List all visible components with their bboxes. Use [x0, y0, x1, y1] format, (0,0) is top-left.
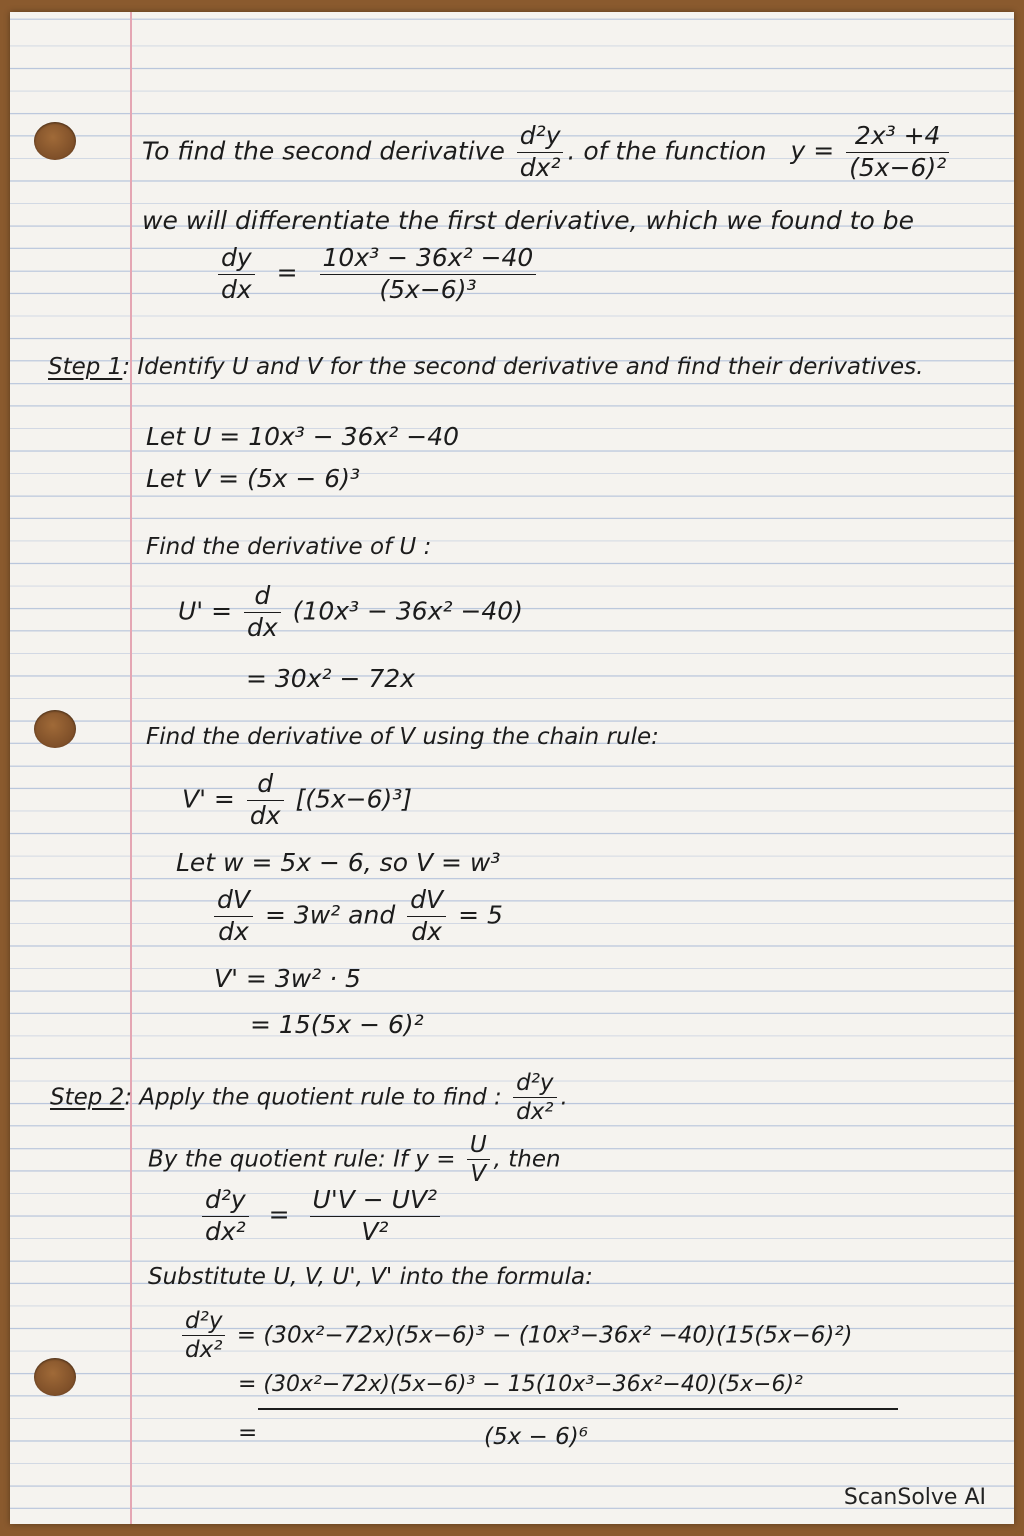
quotient-rule-formula: $\frac{\text{d²y}}{\text{dx²}}$ = $\frac{\text{U'V − UV²}}{\text{V²}}$: [198, 1186, 444, 1247]
fraction-bar: [258, 1408, 898, 1410]
substitution-denominator: (5x − 6)⁶: [484, 1424, 588, 1450]
punch-hole: [34, 710, 76, 748]
step-2-heading: Step 2: Apply the quotient rule to find : $\frac{\text{d²y}}{\text{dx²}}$ .: [50, 1070, 568, 1126]
dv-relations: $\frac{dV}{dx}$ = 3w² and $\frac{dV}{dx}$ = 5: [210, 886, 503, 947]
first-derivative: $\frac{dy}{dx}$ = $\frac{\text{10x³ − 36x² −40}}{\text{(5x−6)³}}$: [214, 244, 540, 305]
let-v: Let V = (5x − 6)³: [146, 464, 360, 493]
find-v-label: Find the derivative of V using the chain rule:: [146, 724, 659, 750]
punch-hole: [34, 122, 76, 160]
punch-hole: [34, 1358, 76, 1396]
find-u-label: Find the derivative of U :: [146, 534, 432, 560]
notebook-page: [10, 12, 1014, 1524]
function-fraction: $\frac{\text{2x³ +4}}{\text{(5x−6)²}}$: [846, 122, 949, 183]
substitution-line-1: $\frac{\text{d²y}}{\text{dx²}}$ = (30x²−72x)(5x−6)³ − (10x³−36x² −40)(15(5x−6)²): [178, 1308, 853, 1364]
v-prime-eq: V' = $\frac{d}{dx}$ [(5x−6)³]: [182, 769, 413, 830]
step-1-heading: Step 1: Identify U and V for the second derivative and find their derivatives.: [48, 354, 924, 380]
v-prime-result: = 15(5x − 6)²: [250, 1010, 424, 1039]
margin-line: [130, 12, 132, 1524]
substitution-line-3-eq: =: [238, 1420, 258, 1446]
substitution-line-2: = (30x²−72x)(5x−6)³ − 15(10x³−36x²−40)(5x−6)²: [238, 1372, 803, 1397]
substitute-label: Substitute U, V, U', V' into the formula:: [148, 1264, 593, 1290]
intro-line-2: we will differentiate the first derivative, which we found to be: [142, 206, 914, 235]
intro-line-1: To find the second derivative $\frac{\text{d²y}}{\text{dx²}}$ . of the function y = $\frac{\text{2x³ +4}}{\text{(5x−6)²}}$: [142, 122, 953, 183]
u-prime-result: = 30x² − 72x: [246, 664, 415, 693]
d2y-dx2-fraction: $\frac{\text{d²y}}{\text{dx²}}$: [517, 122, 564, 183]
v-prime-calc: V' = 3w² · 5: [214, 964, 361, 993]
u-prime-eq: U' = $\frac{d}{dx}$ (10x³ − 36x² −40): [178, 581, 523, 642]
watermark: ScanSolve AI: [843, 1485, 986, 1510]
quotient-rule-intro: By the quotient rule: If y = $\frac{U}{V}$ , then: [148, 1132, 561, 1188]
let-u: Let U = 10x³ − 36x² −40: [146, 422, 460, 451]
let-w: Let w = 5x − 6, so V = w³: [176, 848, 501, 877]
